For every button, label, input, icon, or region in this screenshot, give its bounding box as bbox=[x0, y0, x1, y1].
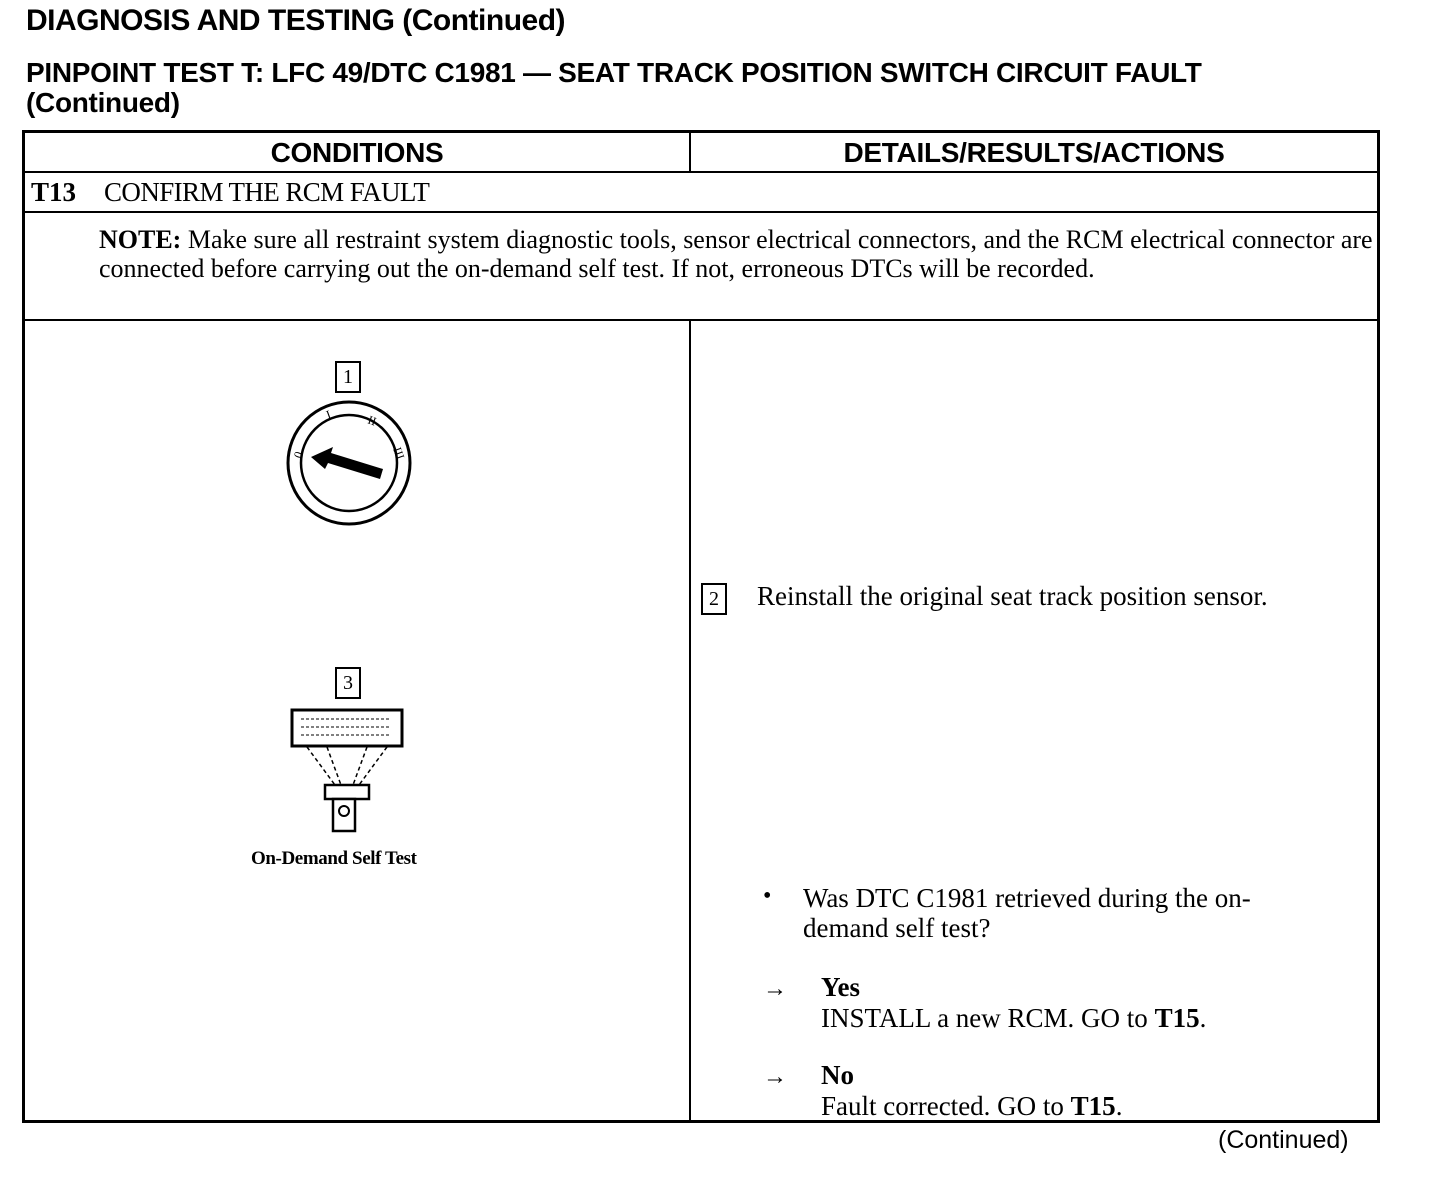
pinpoint-test-title bbox=[26, 58, 1202, 118]
question-text: Was DTC C1981 retrieved during the on-demand self test? bbox=[803, 883, 1251, 943]
instruction-text: Reinstall the original seat track position sensor. bbox=[757, 581, 1268, 611]
svg-text:III: III bbox=[390, 445, 408, 462]
pinpoint-test-table bbox=[22, 130, 1380, 1123]
callout-1: 1 bbox=[335, 361, 361, 393]
diagnostic-tool-icon bbox=[287, 707, 407, 837]
header-divider bbox=[689, 133, 691, 171]
column-header-conditions: CONDITIONS bbox=[270, 137, 444, 168]
row-divider bbox=[25, 211, 1377, 213]
answer-text: Fault corrected. GO to bbox=[821, 1091, 1071, 1121]
answer-suffix: . bbox=[1115, 1091, 1123, 1121]
svg-text:I: I bbox=[324, 407, 333, 422]
page-header: DIAGNOSIS AND TESTING (Continued) bbox=[26, 4, 566, 37]
svg-text:0: 0 bbox=[290, 449, 306, 461]
pinpoint-test-title-line1: PINPOINT TEST T: LFC 49/DTC C1981 — SEAT TRACK POSITION SWITCH CIRCUIT FAULT bbox=[26, 57, 1202, 88]
arrow-icon: → bbox=[763, 1064, 787, 1090]
continued-footer: (Continued) bbox=[1218, 1126, 1349, 1154]
answer-no bbox=[763, 1061, 1122, 1121]
answer-label: Yes bbox=[821, 972, 860, 1002]
answer-label: No bbox=[821, 1060, 854, 1090]
step-row bbox=[31, 177, 429, 208]
row-divider bbox=[25, 171, 1377, 173]
goto-step: T15 bbox=[1070, 1091, 1116, 1121]
callout-3: 3 bbox=[335, 667, 361, 699]
goto-step: T15 bbox=[1154, 1003, 1200, 1033]
note-body: Make sure all restraint system diagnostic tools, sensor electrical connectors, and the RCM electrical connector are connected before carrying out the on-demand self test. If not, erroneous DTCs will be recorded. bbox=[99, 225, 1373, 283]
ignition-key-icon bbox=[283, 397, 415, 529]
column-header-details: DETAILS/RESULTS/ACTIONS bbox=[843, 137, 1225, 168]
answer-suffix: . bbox=[1199, 1003, 1207, 1033]
answer-text: INSTALL a new RCM. GO to bbox=[821, 1003, 1155, 1033]
column-divider bbox=[689, 319, 691, 1120]
note-label: NOTE: bbox=[99, 225, 182, 254]
pinpoint-test-title-line2: (Continued) bbox=[26, 87, 180, 118]
bullet: • bbox=[763, 883, 772, 909]
svg-text:II: II bbox=[365, 412, 379, 429]
callout-2: 2 bbox=[701, 583, 727, 615]
note-text bbox=[99, 225, 1379, 283]
figure-caption: On-Demand Self Test bbox=[251, 848, 417, 869]
answer-yes bbox=[763, 973, 1206, 1033]
row-divider bbox=[25, 319, 1377, 321]
step-id: T13 bbox=[31, 177, 77, 207]
step-title: CONFIRM THE RCM FAULT bbox=[104, 177, 430, 207]
arrow-icon: → bbox=[763, 976, 787, 1002]
